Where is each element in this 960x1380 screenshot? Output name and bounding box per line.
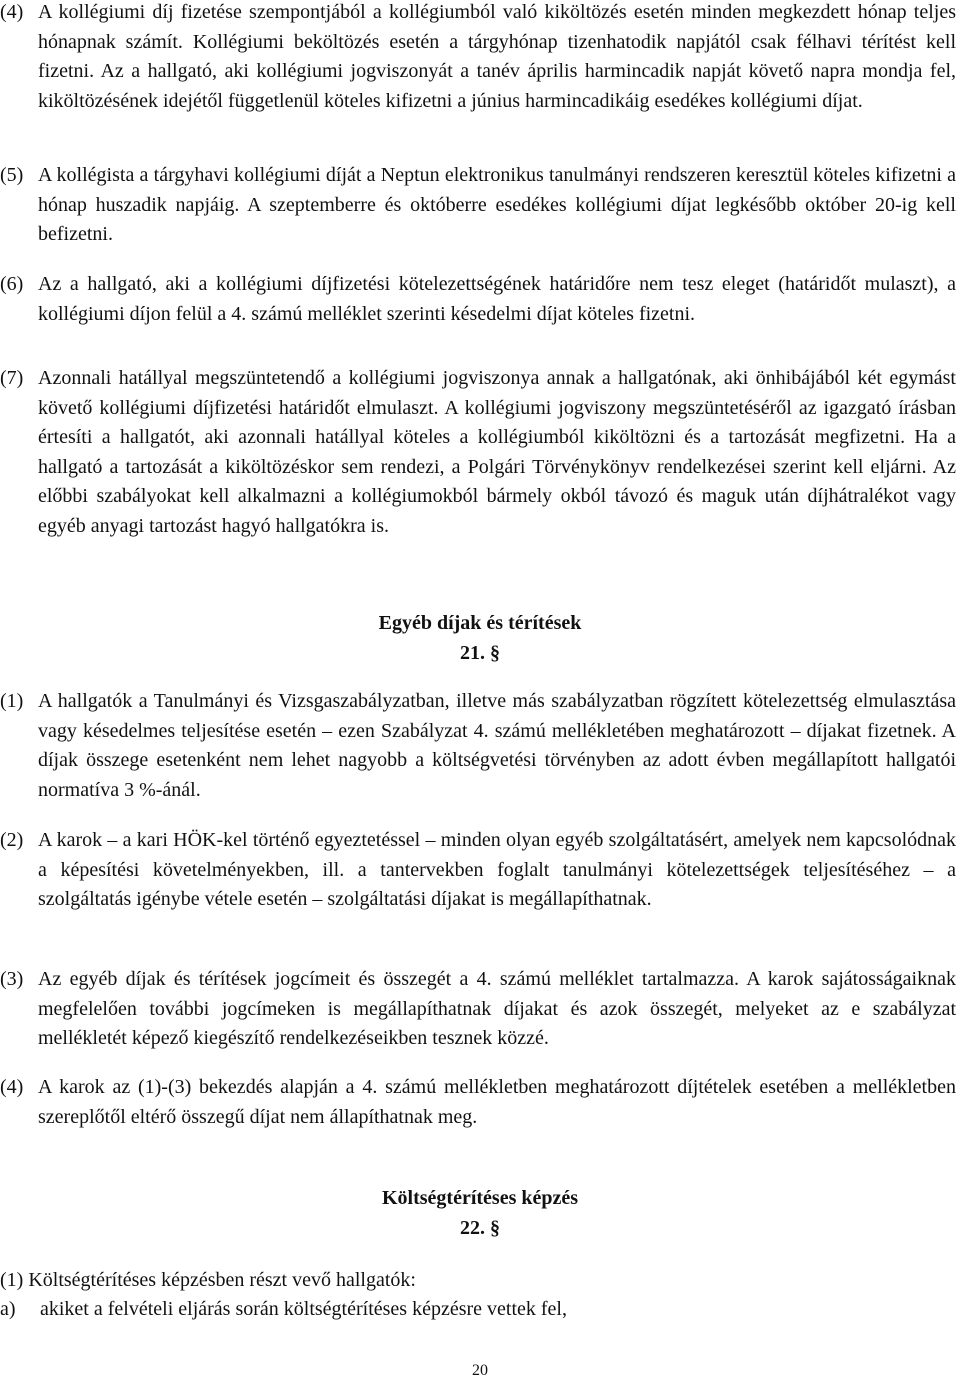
paragraph-20-4 (0, 0, 960, 116)
section-number: 22. § (460, 1217, 500, 1239)
paragraph-21-4 (0, 1073, 960, 1132)
paragraph-number: (7) (0, 367, 24, 389)
paragraph-22-1: (1) Költségtérítéses képzésben részt vevő hallgatók: (0, 1269, 416, 1291)
paragraph-number: (3) (0, 968, 24, 990)
paragraph-text: A kollégiumi díj fizetése szempontjából a kollégiumból való kiköltözés esetén minden megkezdett hónap teljes hónapnak számít. Kollégiumi beköltözés esetén a tárgyhónap tizenhatodik napjától csak félhavi térítést kell fizetni. Az a hallgató, aki kollégiumi jogviszonyát a tanév április harmincadik napját követő napra mondja fel, kiköltözésének idejétől függetlenül köteles kifizetni a június harmincadikáig esedékes kollégiumi díjat. (38, 1, 956, 112)
paragraph-21-3 (0, 965, 960, 1054)
paragraph-20-6 (0, 270, 960, 329)
section-title: Egyéb díjak és térítések (378, 612, 582, 634)
paragraph-20-7 (0, 364, 960, 541)
paragraph-text: Az egyéb díjak és térítések jogcímeit és összegét a 4. számú melléklet tartalmazza. A karok sajátosságaiknak megfelelően további jogcímeken is megállapíthatnak díjakat és azok összegét, melyeket az e szabályzat mellékletét képező kiegészítő rendelkezéseikben tesznek közzé. (38, 968, 956, 1049)
paragraph-21-1 (0, 687, 960, 805)
paragraph-number: (2) (0, 829, 24, 851)
page-number: 20 (472, 1362, 488, 1379)
list-item-text: akiket a felvételi eljárás során költségtérítéses képzésre vettek fel, (40, 1298, 567, 1320)
paragraph-text: A hallgatók a Tanulmányi és Vizsgaszabályzatban, illetve más szabályzatban rögzített kötelezettség elmulasztása vagy késedelmes teljesítése esetén – ezen Szabályzat 4. számú mellékletében meghatározott – díjakat fizetnek. A díjak összege esetenként nem lehet nagyobb a költségvetési törvényben az adott évben megállapított hallgatói normatíva 3 %-ánál. (38, 690, 956, 801)
section-number: 21. § (460, 642, 500, 664)
paragraph-number: (4) (0, 1, 24, 23)
paragraph-number: (1) (0, 690, 24, 712)
section-title: Költségtérítéses képzés (381, 1187, 579, 1209)
paragraph-number: (4) (0, 1076, 24, 1098)
paragraph-number: (5) (0, 164, 24, 186)
paragraph-20-5 (0, 161, 960, 250)
paragraph-text: Azonnali hatállyal megszüntetendő a kollégiumi jogviszonya annak a hallgatónak, aki önhibájából két egymást követő kollégiumi díjfizetési határidőt elmulaszt. A kollégiumi jogviszony megszüntetéséről az igazgató írásban értesíti a hallgatót, aki azonnali hatállyal köteles a kollégiumból kiköltözni és a tartozását megfizetni. Ha a hallgató a tartozását a kiköltözéskor sem rendezi, a Polgári Törvénykönyv rendelkezései szerint kell eljárni. Az előbbi szabályokat kell alkalmazni a kollégiumokból bármely okból távozó és maguk után díjhátralékot vagy egyéb anyagi tartozást hagyó hallgatókra is. (38, 367, 956, 537)
paragraph-text: Az a hallgató, aki a kollégiumi díjfizetési kötelezettségének határidőre nem tesz eleget (határidőt mulaszt), a kollégiumi díjon felül a 4. számú melléklet szerinti késedelmi díjat köteles fizetni. (38, 273, 956, 325)
paragraph-21-2 (0, 826, 960, 915)
list-item (0, 1295, 960, 1325)
paragraph-number: (6) (0, 273, 24, 295)
paragraph-text: A kollégista a tárgyhavi kollégiumi díját a Neptun elektronikus tanulmányi rendszeren keresztül köteles kifizetni a hónap huszadik napjáig. A szeptemberre és októberre esedékes kollégiumi díjat legkésőbb október 20-ig kell befizetni. (38, 164, 956, 245)
paragraph-text: A karok – a kari HÖK-kel történő egyeztetéssel – minden olyan egyéb szolgáltatásért, amelyek nem kapcsolódnak a képesítési követelményekben, ill. a tantervekben foglalt tanulmányi kötelezettségek teljesítéséhez – a szolgáltatás igénybe vétele esetén – szolgáltatási díjakat is megállapíthatnak. (38, 829, 956, 910)
paragraph-text: A karok az (1)-(3) bekezdés alapján a 4. számú mellékletben meghatározott díjtételek esetében a mellékletben szereplőtől eltérő összegű díjat nem állapíthatnak meg. (38, 1076, 956, 1128)
list-item-label: a) (0, 1298, 16, 1320)
